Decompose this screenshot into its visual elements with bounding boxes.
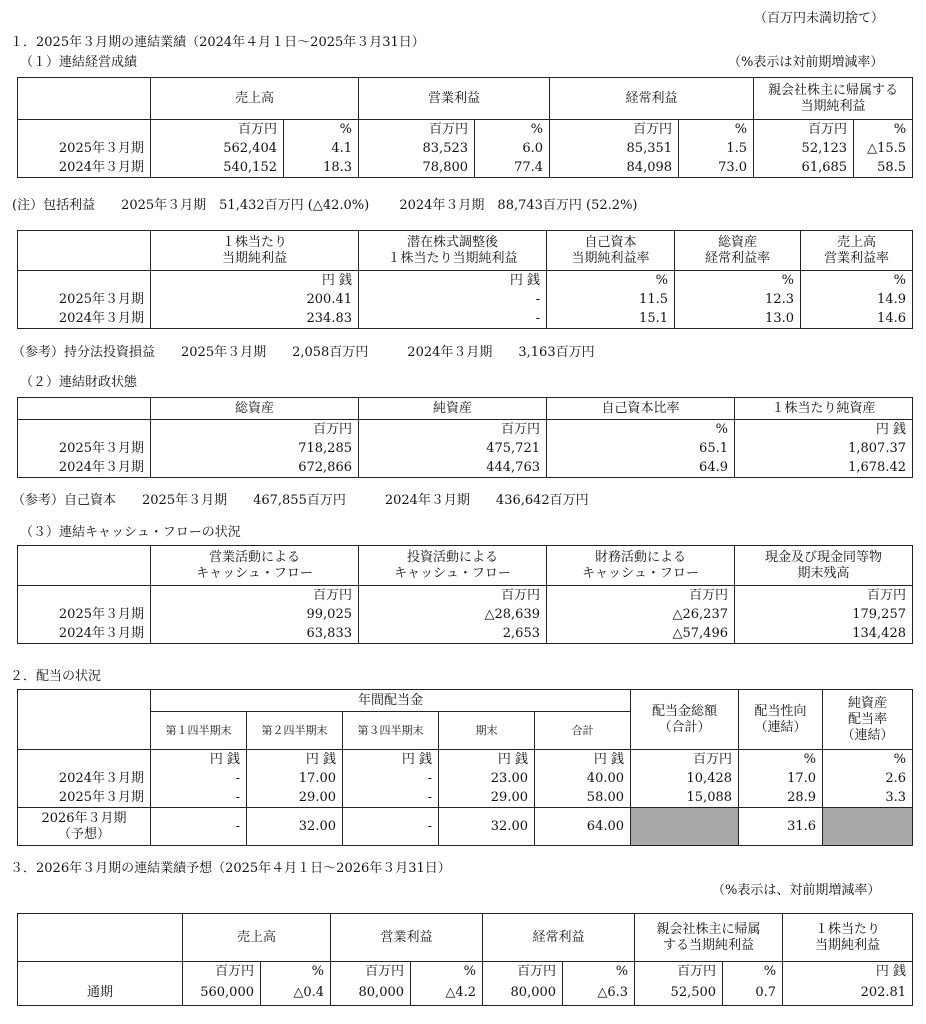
- unit-row-label: [18, 120, 151, 140]
- data-cell: 4.1: [284, 139, 359, 158]
- data-cell: 73.0: [679, 158, 754, 178]
- data-cell: 6.0: [475, 139, 550, 158]
- row-label: 2024年３月期: [18, 158, 151, 178]
- header-roa: 総資産 経常利益率: [675, 231, 801, 271]
- data-cell: 179,257: [735, 605, 913, 624]
- table-row: [18, 769, 913, 788]
- unit-row-label: [18, 750, 151, 770]
- header-operating-income: 営業利益: [359, 78, 550, 120]
- data-cell: 1.5: [679, 139, 754, 158]
- unit-cell: 百万円: [359, 586, 547, 606]
- unit-cell: 百万円: [183, 962, 261, 982]
- data-cell: 2.6: [823, 769, 913, 788]
- data-cell: 475,721: [359, 439, 547, 458]
- data-cell: 29.00: [247, 788, 343, 808]
- unit-cell: 百万円: [151, 420, 359, 440]
- unit-cell: %: [547, 420, 735, 440]
- data-cell: 80,000: [331, 981, 411, 1005]
- table-row: [18, 788, 913, 808]
- data-cell: 12.3: [675, 290, 801, 309]
- unit-row-label: [18, 586, 151, 606]
- header-eps: １株当たり 当期純利益: [151, 231, 359, 271]
- unit-cell: %: [411, 962, 483, 982]
- header-ordinary-income: 経常利益: [550, 78, 754, 120]
- header-investing-cf: 投資活動による キャッシュ・フロー: [359, 546, 547, 586]
- row-label: 2024年３月期: [18, 458, 151, 478]
- data-cell: -: [151, 808, 247, 846]
- data-cell: 65.1: [547, 439, 735, 458]
- data-cell: 14.9: [801, 290, 913, 309]
- unit-cell: %: [854, 120, 913, 140]
- section3-subtitle: （３）連結キャッシュ・フローの状況: [20, 525, 241, 540]
- row-label: 2025年３月期: [18, 290, 151, 309]
- data-cell: 63,833: [151, 624, 359, 644]
- data-cell: 28.9: [739, 788, 823, 808]
- unit-cell: 百万円: [151, 586, 359, 606]
- unit-cell: 円 銭: [439, 750, 535, 770]
- row-label: 2024年３月期: [18, 624, 151, 644]
- data-cell: 3.3: [823, 788, 913, 808]
- header-operating-cf: 営業活動による キャッシュ・フロー: [151, 546, 359, 586]
- header-corner: [18, 398, 151, 420]
- header-q1: 第１四半期末: [151, 712, 247, 750]
- section1-subtitle: （１）連結経営成績: [20, 55, 138, 70]
- data-cell: △4.2: [411, 981, 483, 1005]
- header-diluted-eps: 潜在株式調整後 １株当たり当期純利益: [359, 231, 547, 271]
- data-cell: 202.81: [783, 981, 913, 1005]
- table-row: [18, 624, 913, 644]
- table-row: [18, 309, 913, 329]
- shaded-cell: [631, 808, 739, 846]
- data-cell: 85,351: [550, 139, 679, 158]
- data-cell: 18.3: [284, 158, 359, 178]
- unit-cell: 百万円: [550, 120, 679, 140]
- unit-cell: 百万円: [735, 586, 913, 606]
- unit-cell: %: [801, 271, 913, 291]
- data-cell: △28,639: [359, 605, 547, 624]
- header-roe: 自己資本 当期純利益率: [547, 231, 675, 271]
- data-cell: -: [359, 290, 547, 309]
- unit-cell: %: [284, 120, 359, 140]
- data-cell: 13.0: [675, 309, 801, 329]
- data-cell: △6.3: [563, 981, 635, 1005]
- header-ordinary-income: 経常利益: [483, 914, 635, 962]
- data-cell: 1,807.37: [735, 439, 913, 458]
- header-corner: [18, 231, 151, 271]
- header-sales: 売上高: [183, 914, 331, 962]
- unit-cell: 円 銭: [783, 962, 913, 982]
- unit-cell: %: [675, 271, 801, 291]
- data-cell: 40.00: [535, 769, 631, 788]
- unit-cell: 百万円: [754, 120, 854, 140]
- header-net-assets: 純資産: [359, 398, 547, 420]
- dividend-table: [17, 689, 913, 846]
- header-sales: 売上高: [151, 78, 359, 120]
- data-cell: 560,000: [183, 981, 261, 1005]
- header-annual-dividend: 年間配当金: [151, 690, 631, 712]
- header-year-end: 期末: [439, 712, 535, 750]
- data-cell: 80,000: [483, 981, 563, 1005]
- unit-cell: 百万円: [631, 750, 739, 770]
- header-eps: １株当たり 当期純利益: [783, 914, 913, 962]
- data-cell: 540,152: [151, 158, 284, 178]
- data-cell: 234.83: [151, 309, 359, 329]
- row-label: 2025年３月期: [18, 139, 151, 158]
- unit-cell: 百万円: [547, 586, 735, 606]
- row-label: 2025年３月期: [18, 788, 151, 808]
- header-financing-cf: 財務活動による キャッシュ・フロー: [547, 546, 735, 586]
- unit-cell: %: [563, 962, 635, 982]
- header-net-income: 親会社株主に帰属する 当期純利益: [754, 78, 913, 120]
- data-cell: -: [343, 788, 439, 808]
- header-q2: 第２四半期末: [247, 712, 343, 750]
- unit-cell: 円 銭: [343, 750, 439, 770]
- data-cell: 17.00: [247, 769, 343, 788]
- header-equity-ratio: 自己資本比率: [547, 398, 735, 420]
- equity-method-note: （参考）持分法投資損益 2025年３月期 2,058百万円 2024年３月期 3,163百万円: [12, 345, 595, 360]
- data-cell: 562,404: [151, 139, 284, 158]
- data-cell: 83,523: [359, 139, 475, 158]
- data-cell: 14.6: [801, 309, 913, 329]
- table-row: [18, 439, 913, 458]
- equity-note: （参考）自己資本 2025年３月期 467,855百万円 2024年３月期 436,642百万円: [12, 493, 589, 508]
- data-cell: 10,428: [631, 769, 739, 788]
- data-cell: -: [359, 309, 547, 329]
- header-payout-ratio: 配当性向 （連結）: [739, 690, 823, 750]
- unit-row-label: [18, 420, 151, 440]
- forecast-row: [18, 808, 913, 846]
- header-corner: [18, 914, 183, 962]
- data-cell: △57,496: [547, 624, 735, 644]
- data-cell: 52,500: [635, 981, 723, 1005]
- data-cell: 15,088: [631, 788, 739, 808]
- table-row: [18, 458, 913, 478]
- unit-cell: %: [679, 120, 754, 140]
- data-cell: △0.4: [261, 981, 331, 1005]
- row-label: 2024年３月期: [18, 309, 151, 329]
- comprehensive-income-note: (注）包括利益 2025年３月期 51,432百万円 (△42.0%) 2024年３月期 88,743百万円 (52.2%): [12, 198, 638, 213]
- unit-cell: 円 銭: [359, 271, 547, 291]
- unit-cell: 百万円: [151, 120, 284, 140]
- data-cell: 58.00: [535, 788, 631, 808]
- unit-cell: %: [823, 750, 913, 770]
- unit-cell: %: [547, 271, 675, 291]
- data-cell: -: [151, 788, 247, 808]
- operating-results-table: [17, 77, 913, 178]
- header-total-dividend: 配当金総額 （合計）: [631, 690, 739, 750]
- data-cell: 200.41: [151, 290, 359, 309]
- data-cell: 444,763: [359, 458, 547, 478]
- data-cell: 77.4: [475, 158, 550, 178]
- financial-position-table: [17, 397, 913, 478]
- data-cell: 32.00: [247, 808, 343, 846]
- section2-subtitle: （２）連結財政状態: [20, 375, 138, 390]
- data-cell: 61,685: [754, 158, 854, 178]
- data-cell: 29.00: [439, 788, 535, 808]
- data-cell: 1,678.42: [735, 458, 913, 478]
- section1-title: １．2025年３月期の連結業績（2024年４月１日～2025年３月31日）: [10, 35, 425, 50]
- unit-cell: %: [723, 962, 783, 982]
- data-cell: 17.0: [739, 769, 823, 788]
- row-label: 通期: [18, 981, 183, 1005]
- data-cell: △15.5: [854, 139, 913, 158]
- cash-flow-table: [17, 545, 913, 644]
- shaded-cell: [823, 808, 913, 846]
- data-cell: 2,653: [359, 624, 547, 644]
- unit-cell: %: [475, 120, 550, 140]
- unit-cell: 百万円: [483, 962, 563, 982]
- header-corner: [18, 78, 151, 120]
- data-cell: 11.5: [547, 290, 675, 309]
- unit-cell: 百万円: [359, 120, 475, 140]
- forecast-table: [17, 913, 913, 1006]
- data-cell: 0.7: [723, 981, 783, 1005]
- unit-cell: %: [739, 750, 823, 770]
- unit-cell: 百万円: [359, 420, 547, 440]
- unit-cell: 百万円: [331, 962, 411, 982]
- table-row: [18, 981, 913, 1005]
- header-corner: [18, 690, 151, 750]
- data-cell: 52,123: [754, 139, 854, 158]
- header-doe: 純資産 配当率 （連結）: [823, 690, 913, 750]
- header-total-assets: 総資産: [151, 398, 359, 420]
- data-cell: 718,285: [151, 439, 359, 458]
- unit-row-label: [18, 962, 183, 982]
- pct-note: （%表示は対前期増減率）: [728, 55, 884, 70]
- table-row: [18, 139, 913, 158]
- unit-row-label: [18, 271, 151, 291]
- data-cell: 84,098: [550, 158, 679, 178]
- section-dividend-title: ２．配当の状況: [10, 669, 102, 684]
- per-share-table: [17, 230, 913, 329]
- unit-cell: 円 銭: [151, 271, 359, 291]
- unit-cell: 円 銭: [535, 750, 631, 770]
- header-cash-balance: 現金及び現金同等物 期末残高: [735, 546, 913, 586]
- row-label: 2026年３月期 （予想）: [18, 808, 151, 846]
- header-net-income: 親会社株主に帰属 する当期純利益: [635, 914, 783, 962]
- unit-cell: %: [261, 962, 331, 982]
- table-row: [18, 158, 913, 178]
- unit-cell: 円 銭: [247, 750, 343, 770]
- row-label: 2025年３月期: [18, 605, 151, 624]
- data-cell: 99,025: [151, 605, 359, 624]
- forecast-pct-note: （%表示は、対前期増減率）: [712, 883, 881, 898]
- data-cell: 672,866: [151, 458, 359, 478]
- header-operating-income: 営業利益: [331, 914, 483, 962]
- data-cell: 15.1: [547, 309, 675, 329]
- header-bps: １株当たり純資産: [735, 398, 913, 420]
- row-label: 2025年３月期: [18, 439, 151, 458]
- header-corner: [18, 546, 151, 586]
- header-operating-margin: 売上高 営業利益率: [801, 231, 913, 271]
- section-forecast-title: ３．2026年３月期の連結業績予想（2025年４月１日～2026年３月31日）: [10, 861, 451, 876]
- header-q3: 第３四半期末: [343, 712, 439, 750]
- data-cell: 64.00: [535, 808, 631, 846]
- data-cell: 78,800: [359, 158, 475, 178]
- data-cell: 134,428: [735, 624, 913, 644]
- data-cell: 23.00: [439, 769, 535, 788]
- data-cell: △26,237: [547, 605, 735, 624]
- data-cell: 31.6: [739, 808, 823, 846]
- data-cell: -: [151, 769, 247, 788]
- header-total: 合計: [535, 712, 631, 750]
- unit-note: （百万円未満切捨て）: [754, 11, 885, 26]
- row-label: 2024年３月期: [18, 769, 151, 788]
- unit-cell: 百万円: [635, 962, 723, 982]
- data-cell: 58.5: [854, 158, 913, 178]
- data-cell: -: [343, 769, 439, 788]
- unit-cell: 円 銭: [151, 750, 247, 770]
- table-row: [18, 290, 913, 309]
- table-row: [18, 605, 913, 624]
- unit-cell: 円 銭: [735, 420, 913, 440]
- data-cell: -: [343, 808, 439, 846]
- data-cell: 32.00: [439, 808, 535, 846]
- data-cell: 64.9: [547, 458, 735, 478]
